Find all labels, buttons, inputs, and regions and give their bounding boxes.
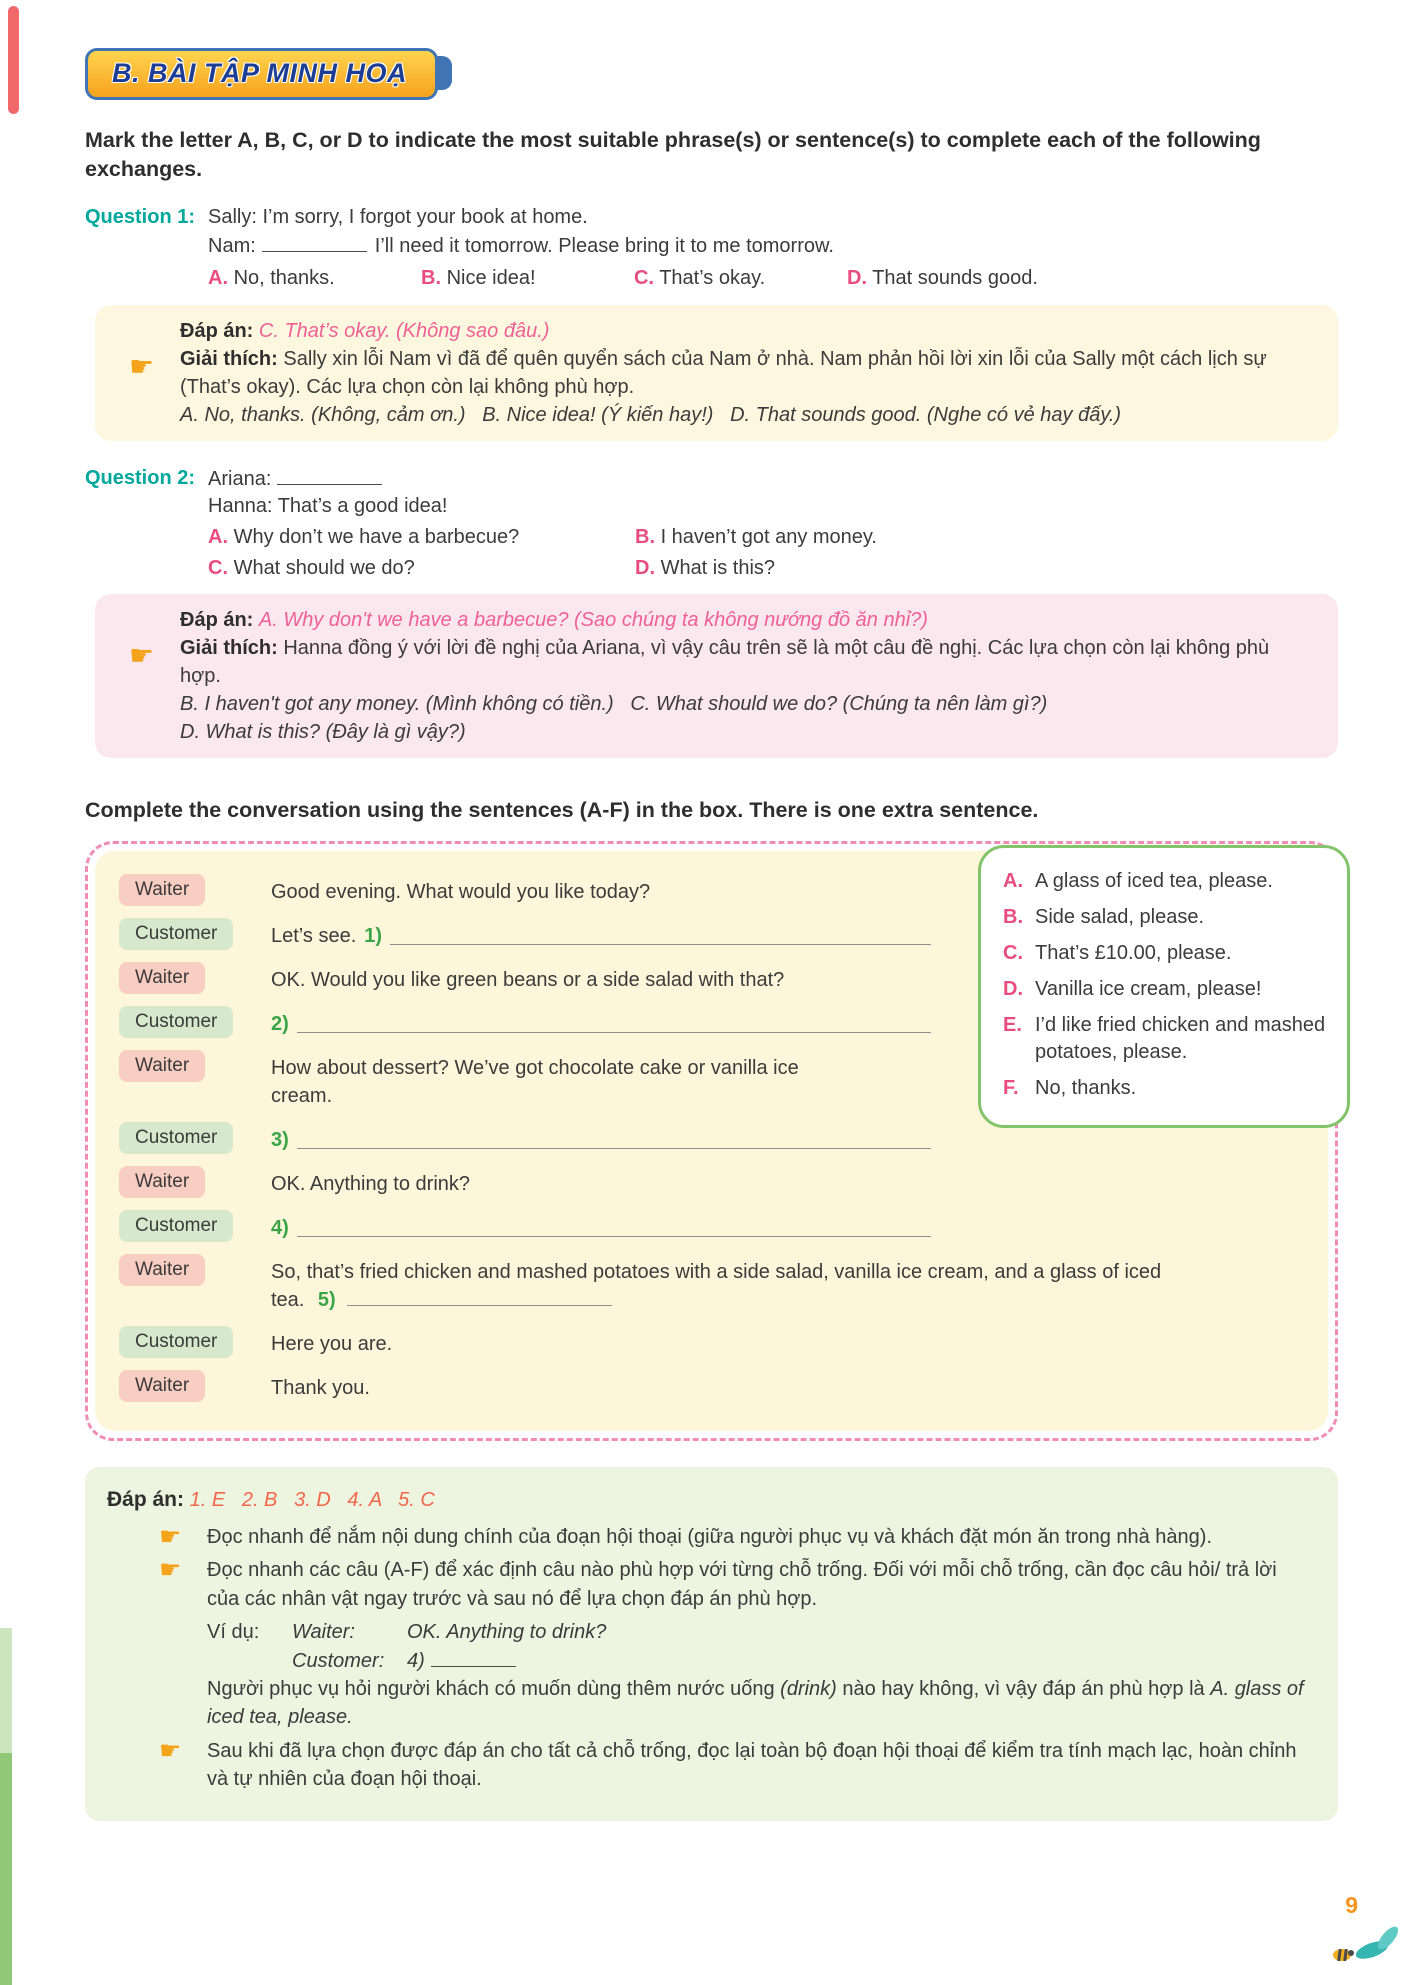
q1-blank-line: [262, 232, 367, 252]
q1-answer-line: [180, 317, 1312, 345]
q1-line2-suffix: I’ll need it tomorrow. Please bring it to me tomorrow.: [374, 234, 834, 257]
q2-answer-box: [95, 594, 1338, 758]
q2-explain-text: Hanna đồng ý với lời đề nghị của Ariana, vì vậy câu trên sẽ là một câu đề nghị. Các lựa chọn còn lại không phù hợp.: [180, 637, 1270, 688]
q2-option-a: A. Why don’t we have a barbecue?: [208, 526, 520, 548]
speaker-badge-customer: Customer: [119, 1326, 233, 1358]
dialogue-row: [119, 1253, 1304, 1314]
blank-number-3: 3): [271, 1129, 289, 1152]
q2-option-d: D. What is this?: [635, 556, 776, 579]
example-waiter-text: OK. Anything to drink?: [407, 1621, 607, 1644]
q1-option-b: B. Nice idea!: [421, 267, 536, 290]
dialogue-row: [119, 1325, 1304, 1358]
blank-line-5: [347, 1305, 612, 1306]
tip-text-1: Đọc nhanh để nắm nội dung chính của đoạn hội thoại (giữa người phục vụ và khách đặt món ăn trong nhà hàng).: [207, 1526, 1213, 1549]
choice-a: A. A glass of iced tea, please.: [1003, 870, 1273, 893]
pointing-finger-icon: ☛: [129, 639, 155, 673]
dialogue-row: [119, 1369, 1304, 1402]
speaker-badge-customer: Customer: [119, 1122, 233, 1154]
example-customer-blank: 4): [407, 1647, 516, 1675]
q2-explain-options-2: D. What is this? (Đây là gì vậy?): [180, 721, 466, 744]
conversation-section: [85, 841, 1338, 1441]
blank-number-1: 1): [364, 925, 383, 948]
pointing-finger-icon: ☛: [159, 1735, 182, 1765]
final-answers: 1. E 2. B 3. D 4. A 5. C: [189, 1489, 435, 1512]
q2-options: [208, 524, 1338, 582]
note-italic: (drink): [780, 1677, 837, 1700]
task1-instruction: Mark the letter A, B, C, or D to indicate the most suitable phrase(s) or sentence(s) to complete each of the following exchanges.: [85, 128, 1261, 182]
q1-line2-prefix: Nam:: [208, 234, 256, 257]
leaves-icon: [1326, 1918, 1404, 1966]
q2-option-b: B. I haven’t got any money.: [635, 526, 877, 548]
dialogue-row: [119, 1165, 1304, 1198]
q2-explain-label: Giải thích:: [180, 637, 278, 660]
speaker-badge-waiter: Waiter: [119, 1050, 205, 1082]
tip-text-3: Sau khi đã lựa chọn được đáp án cho tất cả chỗ trống, đọc lại toàn bộ đoạn hội thoại để kiểm tra tính mạch lạc, hoàn chỉnh và tự nhiên của đoạn hội thoại.: [207, 1739, 1297, 1791]
dialogue-text: Thank you.: [271, 1377, 370, 1400]
section-title: B. BÀI TẬP MINH HOẠ: [85, 48, 438, 100]
question-1: [85, 204, 1338, 441]
q1-explain-label: Giải thích:: [180, 347, 278, 370]
question-2-label: Question 2:: [85, 466, 196, 489]
q2-answer-line: [180, 606, 1312, 634]
left-edge-red-strip: [8, 6, 19, 114]
q2-dialogue-line-1: [208, 465, 1338, 494]
q2-answer-value: A. Why don't we have a barbecue? (Sao chúng ta không nướng đồ ăn nhỉ?): [258, 609, 928, 632]
question-1-label: Question 1:: [85, 206, 196, 229]
speaker-badge-waiter: Waiter: [119, 962, 205, 994]
final-answer-label: Đáp án:: [107, 1488, 185, 1512]
speaker-badge-waiter: Waiter: [119, 1370, 205, 1402]
tip-bullet-1: [107, 1523, 1308, 1551]
answer-choices-box: [978, 845, 1350, 1128]
note-answer: A. glass of iced tea, please.: [207, 1677, 1304, 1729]
choice-f: F. No, thanks.: [1003, 1077, 1137, 1100]
dialogue-row: [119, 1209, 1304, 1242]
q1-explain-options: A. No, thanks. (Không, cảm ơn.) B. Nice idea! (Ý kiến hay!) D. That sounds good. (Nghe có vẻ hay đấy.): [180, 403, 1122, 426]
left-edge-green-strip-light: [0, 1628, 12, 1753]
speaker-badge-customer: Customer: [119, 1006, 233, 1038]
pointing-finger-icon: ☛: [159, 1555, 182, 1585]
q1-explain-text: Sally xin lỗi Nam vì đã để quên quyển sách của Nam ở nhà. Nam phản hồi lời xin lỗi của Sally một cách lịch sự (That’s okay). Các lựa chọn còn lại không phù hợp.: [180, 347, 1267, 398]
dialogue-text: OK. Would you like green beans or a side salad with that?: [271, 969, 785, 992]
q2-blank-line: [277, 465, 382, 485]
blank-line-3: [297, 1148, 931, 1149]
page-number: 9: [1345, 1892, 1358, 1918]
choice-c: C. That’s £10.00, please.: [1003, 942, 1232, 965]
example-waiter-label: Waiter:: [292, 1621, 355, 1644]
q1-answer-box: [95, 305, 1338, 441]
q2-dialogue-line-2: Hanna: That’s a good idea!: [208, 495, 448, 518]
footer-leaf-decoration: [1326, 1918, 1404, 1971]
speaker-badge-waiter: Waiter: [119, 1254, 205, 1286]
pointing-finger-icon: ☛: [129, 349, 155, 383]
note-text: Người phục vụ hỏi người khách có muốn dùng thêm nước uống: [207, 1677, 781, 1700]
blank-line-2: [297, 1032, 931, 1033]
dialogue-text: Let’s see.: [271, 925, 357, 948]
pointing-finger-icon: ☛: [159, 1522, 182, 1552]
final-answer-line: [107, 1485, 1308, 1515]
q2-line1-prefix: Ariana:: [208, 467, 272, 490]
speaker-badge-customer: Customer: [119, 1210, 233, 1242]
q1-answer-value: C. That’s okay. (Không sao đâu.): [258, 319, 550, 342]
blank-number-2: 2): [271, 1013, 289, 1036]
q1-answer-label: Đáp án:: [180, 319, 254, 342]
q1-option-c: C. That’s okay.: [634, 267, 766, 290]
q1-option-d: D. That sounds good.: [847, 267, 1038, 290]
q2-explain-options-1: B. I haven't got any money. (Mình không có tiền.) C. What should we do? (Chúng ta nên làm gì?): [180, 693, 1048, 716]
section-header: [85, 48, 438, 100]
q1-dialogue-line-2: [208, 232, 1338, 261]
dialogue-text: How about dessert? We’ve got chocolate cake or vanilla ice cream.: [271, 1057, 799, 1108]
example-blank-line: [431, 1666, 516, 1667]
question-2: [85, 465, 1338, 758]
tip-text-2: Đọc nhanh các câu (A-F) để xác định câu nào phù hợp với từng chỗ trống. Đối với mỗi chỗ trống, cần đọc câu hỏi/ trả lời của các nhân vật ngay trước và sau nó để lựa chọn đáp án phù hợp.: [207, 1559, 1277, 1610]
q2-option-c: C. What should we do?: [208, 556, 415, 579]
blank-line-1: [390, 944, 931, 945]
example-label: Ví dụ:: [207, 1621, 260, 1644]
task2-instruction: Complete the conversation using the sentences (A-F) in the box. There is one extra sentence.: [85, 798, 1039, 823]
choice-d: D. Vanilla ice cream, please!: [1003, 978, 1262, 1001]
speaker-badge-waiter: Waiter: [119, 874, 205, 906]
question-1-body: [208, 204, 1338, 293]
choice-e: E. I’d like fried chicken and mashed potatoes, please.: [1003, 1014, 1326, 1064]
question-2-body: [208, 465, 1338, 582]
dialogue-text: OK. Anything to drink?: [271, 1173, 471, 1196]
tip-bullet-2: [107, 1556, 1308, 1613]
example-customer-label: Customer:: [292, 1649, 385, 1672]
answer-key-section: [85, 1467, 1338, 1820]
q2-answer-label: Đáp án:: [180, 609, 254, 632]
choice-b: B. Side salad, please.: [1003, 906, 1205, 929]
blank-line-4: [297, 1236, 931, 1237]
dialogue-text: Here you are.: [271, 1333, 393, 1356]
left-edge-green-strip-dark: [0, 1753, 12, 1985]
example-row-customer: [207, 1647, 1308, 1675]
speaker-badge-customer: Customer: [119, 918, 233, 950]
example-row-waiter: [207, 1618, 1308, 1646]
tip-bullet-3: [107, 1737, 1308, 1794]
q1-dialogue-line-1: Sally: I’m sorry, I forgot your book at home.: [208, 206, 588, 229]
note-text-mid: nào hay không, vì vậy đáp án phù hợp là: [836, 1677, 1211, 1700]
blank-number-4: 4): [271, 1217, 289, 1240]
dialogue-text: So, that’s fried chicken and mashed potatoes with a side salad, vanilla ice cream, and a glass of iced tea.: [271, 1261, 1162, 1312]
blank-number-5: 5): [317, 1289, 336, 1312]
q2-explanation: [180, 634, 1312, 690]
speaker-badge-waiter: Waiter: [119, 1166, 205, 1198]
dialogue-text: Good evening. What would you like today?: [271, 881, 651, 904]
q1-options: [208, 265, 1338, 293]
q1-option-a: A. No, thanks.: [208, 267, 335, 290]
q1-explanation: [180, 345, 1312, 401]
example-note: [207, 1675, 1308, 1732]
